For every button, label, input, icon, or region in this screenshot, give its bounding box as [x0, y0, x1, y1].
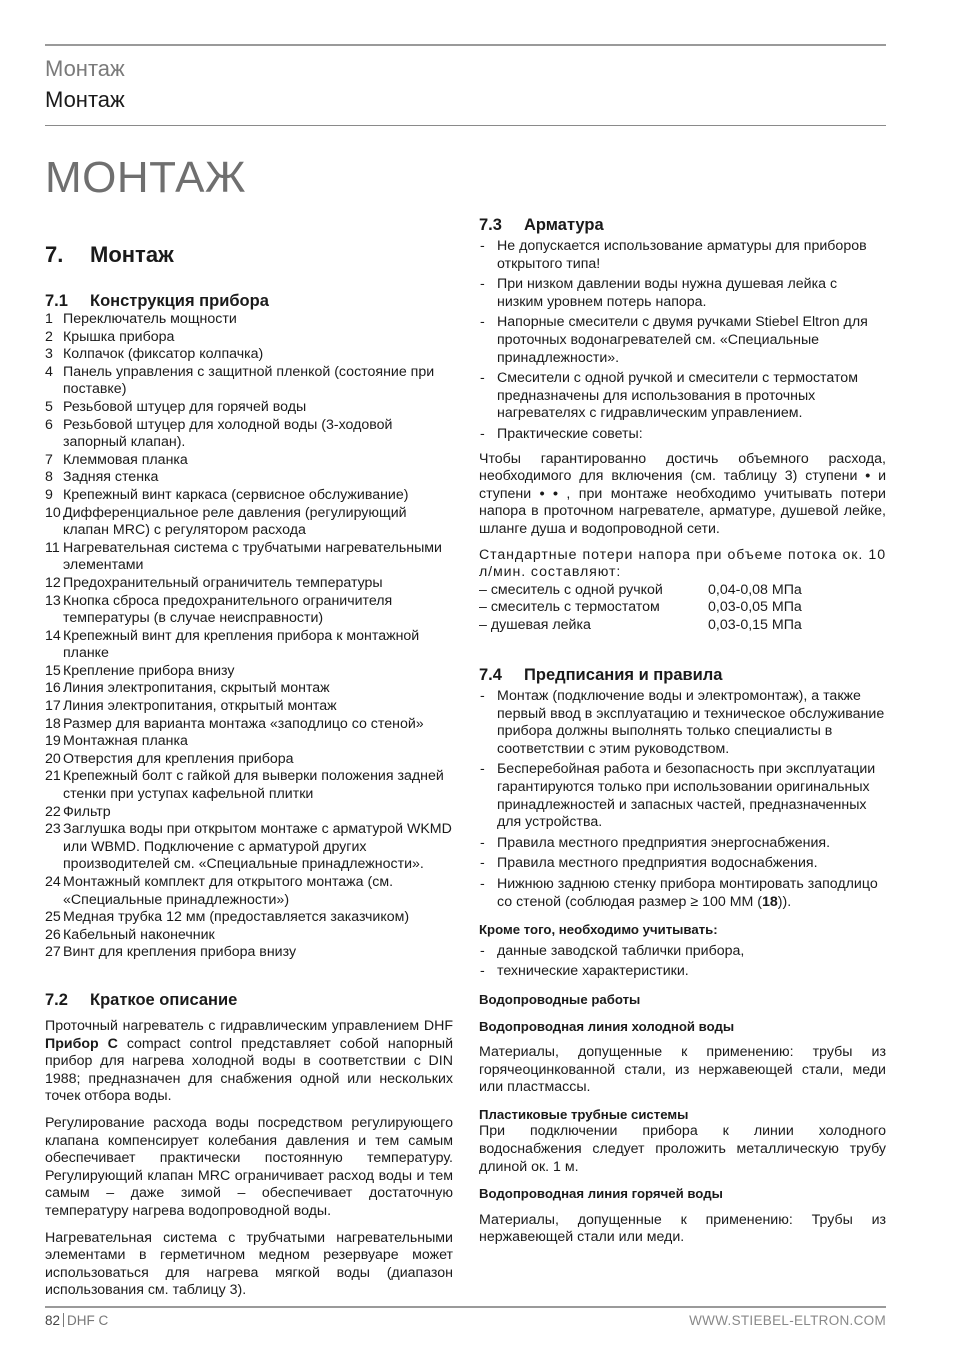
- item-number: 15: [45, 662, 61, 679]
- list-item: [479, 876, 886, 911]
- item-text: Фильтр: [63, 803, 111, 820]
- item-number: 3: [45, 346, 53, 363]
- list-item: [45, 927, 453, 945]
- table-row: [479, 599, 886, 617]
- component-list: [45, 311, 453, 962]
- device-name: Прибор C: [45, 1035, 118, 1052]
- list-item: [45, 821, 453, 874]
- item-text: Крепежный болт с гайкой для выверки положения задней стенки при уступах кафельной плитки: [63, 768, 444, 803]
- also-consider-list: [479, 943, 886, 981]
- item-number: 13: [45, 592, 61, 609]
- list-item: [45, 680, 453, 698]
- section-7-3: [479, 215, 886, 634]
- item-text: Панель управления с защитной пленкой (состояние при поставке): [63, 363, 435, 398]
- item-text: Медная трубка 12 мм (предоставляется заказчиком): [63, 909, 410, 926]
- text-run: Чтобы гарантированно достичь объемного расхода, необходимого для включения (см. таблицу 3) ступени: [479, 450, 886, 485]
- item-number: 8: [45, 469, 53, 486]
- item-text: Крышка прибора: [63, 328, 175, 345]
- text-run: Проточный нагреватель с гидравлическим управлением DHF: [45, 1018, 453, 1034]
- item-text: Крепление прибора внизу: [63, 662, 235, 679]
- item-number: 22: [45, 803, 61, 820]
- item-number: 14: [45, 627, 61, 644]
- list-item: [45, 364, 453, 399]
- stage-2-icon: • •: [539, 485, 558, 502]
- breadcrumb-top: Монтаж: [45, 56, 125, 81]
- subsection-number: 7.3: [479, 216, 502, 234]
- description-paragraph-1: [45, 1018, 453, 1106]
- subsection-number: 7.2: [45, 991, 68, 1009]
- item-number: 7: [45, 451, 53, 468]
- model-name: DHF C: [67, 1313, 109, 1328]
- advice-paragraph: [479, 451, 886, 539]
- item-text: Винт для крепления прибора внизу: [63, 944, 297, 961]
- top-rule: [45, 44, 886, 46]
- item-number: 27: [45, 944, 61, 961]
- list-item: [45, 575, 453, 593]
- item-text: Переключатель мощности: [63, 311, 237, 327]
- footer-page-info: [45, 1313, 108, 1328]
- list-item: [45, 399, 453, 417]
- pressure-loss-value: 0,03-0,05 МПа: [708, 599, 802, 616]
- subsection-number: 7.4: [479, 666, 502, 684]
- text-run: и ступени: [479, 468, 886, 502]
- list-item: [45, 716, 453, 734]
- list-item: - Правила местного предприятия водоснабжения.: [479, 855, 886, 873]
- item-text: Монтажный комплект для открытого монтажа (см. «Специальные принадлежности»): [63, 874, 394, 908]
- table-row: [479, 582, 886, 600]
- section-7-2: [45, 990, 453, 1300]
- subsection-heading: [479, 215, 886, 235]
- subsection-title: Конструкция прибора: [90, 292, 269, 310]
- stage-1-icon: •: [865, 468, 871, 485]
- item-number: 9: [45, 486, 53, 503]
- item-number: 10: [45, 504, 61, 521]
- list-item: [45, 346, 453, 364]
- list-item: [45, 628, 453, 663]
- item-text: Крепежный винт для крепления прибора к монтажной планке: [63, 627, 420, 662]
- plastic-pipes-text: При подключении прибора к линии холодного водоснабжения следует проложить металлическую трубу длиной ок. 1 м.: [479, 1123, 886, 1175]
- item-number: 24: [45, 874, 61, 890]
- list-item: - При низком давлении воды нужна душевая лейка с низким уровнем потерь напора.: [479, 276, 886, 311]
- list-item: - Бесперебойная работа и безопасность при эксплуатации гарантируются только при использовании оригинальных принадлежностей и запасных частей, предназначенных для устройства.: [479, 761, 886, 831]
- section-title: Монтаж: [90, 242, 174, 267]
- list-item: [45, 909, 453, 927]
- item-number: 18: [45, 715, 61, 732]
- text-run: Нижнюю заднюю стенку прибора монтировать заподлицо со стеной (соблюдая размер ≥ 100 ММ (: [497, 875, 878, 910]
- subsection-title: Предписания и правила: [524, 666, 723, 684]
- fitting-type: – смеситель с термостатом: [479, 599, 660, 616]
- section-7-4: [479, 665, 886, 1247]
- section-7-heading: [45, 242, 174, 267]
- list-item: - технические характеристики.: [479, 963, 886, 981]
- pressure-loss-value: 0,04-0,08 МПа: [708, 581, 802, 598]
- fittings-list: [479, 238, 886, 444]
- subsection-title: Краткое описание: [90, 991, 238, 1009]
- fitting-type: – смеситель с одной ручкой: [479, 581, 663, 598]
- item-number: 20: [45, 750, 61, 767]
- list-item: [45, 874, 453, 909]
- item-number: 19: [45, 733, 61, 750]
- page-number: 82: [45, 1313, 61, 1328]
- item-number: 12: [45, 574, 61, 591]
- item-text: Монтажная планка: [63, 733, 188, 750]
- regulations-list-last: [479, 876, 886, 911]
- item-text: Дифференциальное реле давления (регулирующий клапан MRC) с регулятором расхода: [63, 504, 407, 539]
- item-text: Предохранительный ограничитель температуры: [63, 574, 383, 591]
- breadcrumb-sub: Монтаж: [45, 87, 125, 112]
- list-item: [45, 593, 453, 628]
- list-item: [45, 733, 453, 751]
- subsection-number: 7.1: [45, 292, 68, 310]
- item-text: Крепежный винт каркаса (сервисное обслуживание): [63, 486, 409, 503]
- section-number: 7.: [45, 242, 64, 267]
- item-number: 4: [45, 363, 53, 380]
- hot-water-heading: Водопроводная линия горячей воды: [479, 1186, 723, 1202]
- losses-intro: Стандартные потери напора при объеме потока ок. 10 л/мин. составляют:: [479, 546, 886, 581]
- item-text: Колпачок (фиксатор колпачка): [63, 346, 264, 363]
- list-item: [45, 505, 453, 540]
- subsection-heading: [45, 990, 453, 1010]
- pressure-loss-value: 0,03-0,15 МПа: [708, 616, 802, 633]
- list-item: - Не допускается использование арматуры для приборов открытого типа!: [479, 238, 886, 273]
- item-number: 26: [45, 926, 61, 943]
- list-item: [45, 417, 453, 452]
- text-run: compact control представляет собой напорный прибор для нагрева холодной воды в соответствии с DIN 1988; предназначен для снабжения одной или нескольких точек отбора воды.: [45, 1035, 454, 1105]
- item-text: Клеммовая планка: [63, 451, 188, 468]
- item-text: Кабельный наконечник: [63, 926, 215, 943]
- list-item: - Правила местного предприятия энергоснабжения.: [479, 835, 886, 853]
- item-number: 5: [45, 398, 53, 415]
- description-paragraph-2: Регулирование расхода воды посредством регулирующего клапана компенсирует колебания давления и тем самым обеспечивает практически постоянную температуру. Регулирующий клапан MRC ограничивает расход воды и тем самым – даже зимой – обеспечивает достаточную температуру нагрева водопроводной воды.: [45, 1114, 453, 1219]
- figure-ref: 18: [762, 893, 778, 910]
- list-item: [45, 944, 453, 962]
- item-text: Задняя стенка: [63, 469, 159, 486]
- pressure-loss-table: [479, 582, 886, 635]
- subsection-title: Арматура: [524, 216, 604, 234]
- list-item: [45, 469, 453, 487]
- list-item: - Смесители с одной ручкой и смесители с термостатом предназначены для использования в проточных нагревателях с гидравлическим управлением.: [479, 370, 886, 423]
- item-text: Линия электропитания, скрытый монтаж: [63, 680, 330, 697]
- hot-water-text: Материалы, допущенные к применению: Трубы из нержавеющей стали или меди.: [479, 1211, 886, 1246]
- item-number: 17: [45, 698, 61, 715]
- item-number: 21: [45, 768, 61, 785]
- plastic-pipes-heading: Пластиковые трубные системы: [479, 1106, 689, 1122]
- list-item: [45, 329, 453, 347]
- list-item: [45, 768, 453, 803]
- list-item: [45, 540, 453, 575]
- regulations-list: [479, 688, 886, 873]
- item-text: Отверстия для крепления прибора: [63, 750, 294, 767]
- item-number: 11: [45, 539, 60, 556]
- header-rule: [45, 125, 886, 126]
- list-item: - Напорные смесители с двумя ручками Stiebel Eltron для проточных водонагревателей см. «Специальные принадлежности».: [479, 314, 886, 367]
- description-paragraph-3: Нагревательная система с трубчатыми нагревательными элементами в герметичном медном резервуаре может использоваться для нагрева мягкой воды (диапазон использования см. таблицу 3).: [45, 1229, 453, 1299]
- item-text: Резьбовой штуцер для холодной воды (3-ходовой запорный клапан).: [63, 416, 393, 451]
- list-item: [45, 311, 453, 329]
- item-text: Размер для варианта монтажа «заподлицо со стеной»: [63, 715, 424, 732]
- list-item: [45, 452, 453, 470]
- item-text: Заглушка воды при открытом монтаже с арматурой WKMD или WBMD. Подключение с арматурой других производителей см. «Специальные принадлежности».: [63, 821, 452, 873]
- item-text: Нагревательная система с трубчатыми нагревательными элементами: [63, 539, 442, 574]
- item-text: Кнопка сброса предохранительного ограничителя температуры (в случае неисправности): [63, 592, 393, 627]
- plumbing-heading: Водопроводные работы: [479, 991, 641, 1007]
- item-text: Линия электропитания, открытый монтаж: [63, 698, 337, 715]
- cold-water-heading: Водопроводная линия холодной воды: [479, 1018, 735, 1034]
- text-run: , при монтаже необходимо учитывать потери напора в проточном нагревателе, арматуре, душевой лейке, шланге душа и водопроводной сети.: [479, 485, 886, 537]
- subsection-heading: [479, 665, 886, 685]
- page-title: МОНТАЖ: [45, 153, 247, 202]
- cold-water-text: Материалы, допущенные к применению: трубы из горячеоцинкованной стали, из нержавеющей стали, меди или пластмассы.: [479, 1044, 886, 1096]
- table-row: [479, 617, 886, 635]
- item-number: 6: [45, 416, 53, 433]
- item-number: 16: [45, 680, 61, 697]
- subsection-heading: [45, 291, 453, 311]
- list-item: [45, 751, 453, 769]
- fitting-type: – душевая лейка: [479, 616, 591, 633]
- also-consider-heading: Кроме того, необходимо учитывать:: [479, 922, 718, 938]
- list-item: - Практические советы:: [479, 426, 886, 444]
- list-item: - данные заводской таблички прибора,: [479, 943, 886, 961]
- list-item: - Монтаж (подключение воды и электромонтаж), а также первый ввод в эксплуатацию и техническое обслуживание прибора должны выполнять только специалисты в соответствии с этим руководством.: [479, 688, 886, 758]
- footer-separator: [63, 1313, 64, 1327]
- section-7-1: [45, 291, 453, 962]
- list-item: [45, 698, 453, 716]
- text-run: )).: [777, 893, 792, 910]
- item-number: 2: [45, 328, 53, 345]
- item-text: Резьбовой штуцер для горячей воды: [63, 398, 307, 415]
- list-item: [45, 663, 453, 681]
- footer-rule: [45, 1306, 886, 1308]
- item-number: 1: [45, 311, 53, 327]
- list-item: [45, 487, 453, 505]
- item-number: 23: [45, 821, 61, 838]
- list-item: [45, 804, 453, 822]
- item-number: 25: [45, 909, 61, 926]
- website-link[interactable]: WWW.STIEBEL-ELTRON.COM: [689, 1313, 886, 1328]
